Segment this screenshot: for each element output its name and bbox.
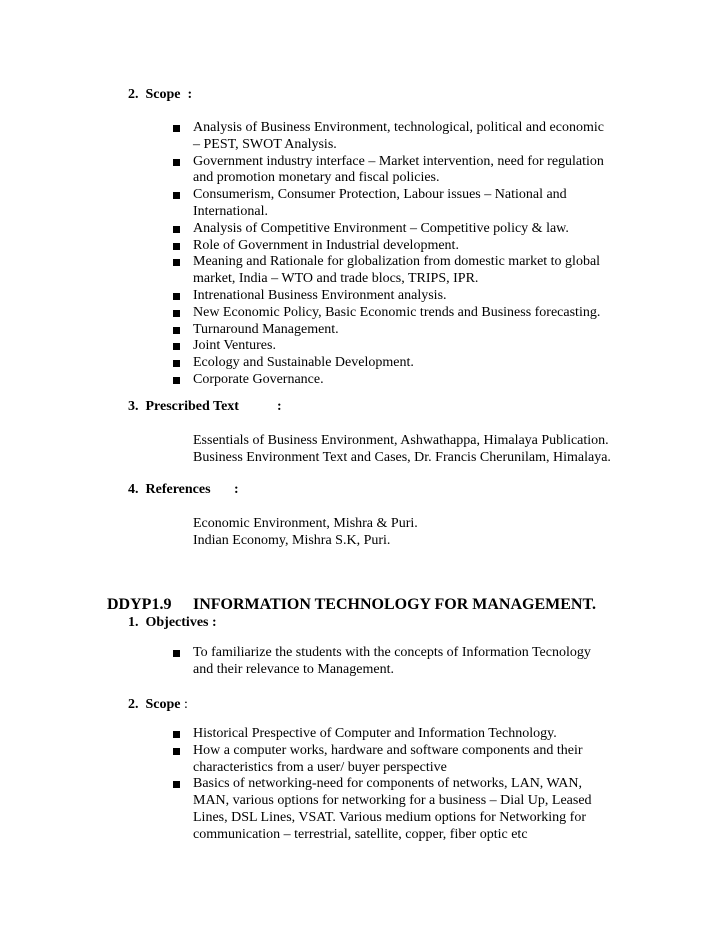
course-title: INFORMATION TECHNOLOGY FOR MANAGEMENT. xyxy=(193,596,596,613)
list-item-continuation: characteristics from a user/ buyer perspective xyxy=(193,759,447,775)
reference-line: Economic Environment, Mishra & Puri. xyxy=(193,516,418,531)
bullet-icon xyxy=(173,781,180,788)
prescribed-text-line: Business Environment Text and Cases, Dr. Francis Cherunilam, Himalaya. xyxy=(193,450,611,465)
list-item-continuation: and promotion monetary and fiscal policies. xyxy=(193,170,440,186)
scope-label: Scope xyxy=(145,87,181,102)
list-item: Meaning and Rationale for globalization from domestic market to global xyxy=(173,254,604,271)
list-item-continuation: market, India – WTO and trade blocs, TRIPS, IPR. xyxy=(193,271,479,287)
bullet-icon xyxy=(173,310,180,317)
scope-colon: : xyxy=(187,87,193,102)
objectives-heading xyxy=(128,614,217,631)
list-item-continuation: and their relevance to Management. xyxy=(193,661,394,677)
scope2-heading xyxy=(128,696,188,713)
list-item: Corporate Governance. xyxy=(173,372,604,389)
scope2-colon: : xyxy=(184,697,188,712)
bullet-icon xyxy=(173,748,180,755)
list-item: Consumerism, Consumer Protection, Labour issues – National and xyxy=(173,187,604,204)
objectives-number: 1. xyxy=(128,615,139,630)
bullet-icon xyxy=(173,159,180,166)
list-item: Role of Government in Industrial development. xyxy=(173,238,604,255)
objectives-list xyxy=(173,645,591,679)
list-item: How a computer works, hardware and software components and their xyxy=(173,743,592,760)
scope2-list xyxy=(173,726,592,844)
list-item: New Economic Policy, Basic Economic trends and Business forecasting. xyxy=(173,305,604,322)
scope-heading xyxy=(128,86,192,103)
prescribed-label: Prescribed Text xyxy=(145,399,239,414)
bullet-icon xyxy=(173,731,180,738)
bullet-icon xyxy=(173,360,180,367)
objectives-label: Objectives : xyxy=(145,615,217,630)
list-item: Intrenational Business Environment analysis. xyxy=(173,288,604,305)
bullet-icon xyxy=(173,377,180,384)
references-colon: : xyxy=(234,482,239,497)
prescribed-colon: : xyxy=(277,399,282,414)
prescribed-number: 3. xyxy=(128,399,139,414)
bullet-icon xyxy=(173,125,180,132)
references-number: 4. xyxy=(128,482,139,497)
list-item: To familiarize the students with the concepts of Information Tecnology xyxy=(173,645,591,662)
list-item-continuation: communication – terrestrial, satellite, copper, fiber optic etc xyxy=(193,826,528,842)
bullet-icon xyxy=(173,243,180,250)
list-item: Government industry interface – Market intervention, need for regulation xyxy=(173,154,604,171)
scope-list xyxy=(173,120,604,389)
list-item-continuation: – PEST, SWOT Analysis. xyxy=(193,136,337,152)
list-item: Analysis of Competitive Environment – Competitive policy & law. xyxy=(173,221,604,238)
scope2-number: 2. xyxy=(128,697,139,712)
bullet-icon xyxy=(173,226,180,233)
prescribed-text-line: Essentials of Business Environment, Ashwathappa, Himalaya Publication. xyxy=(193,433,609,448)
list-item: Historical Prespective of Computer and Information Technology. xyxy=(173,726,592,743)
course-code: DDYP1.9 xyxy=(107,596,172,613)
bullet-icon xyxy=(173,259,180,266)
bullet-icon xyxy=(173,327,180,334)
list-item-continuation: Lines, DSL Lines, VSAT. Various medium options for Networking for xyxy=(193,809,587,825)
bullet-icon xyxy=(173,650,180,657)
list-item-continuation: MAN, various options for networking for a business – Dial Up, Leased xyxy=(193,793,592,809)
bullet-icon xyxy=(173,343,180,350)
list-item: Joint Ventures. xyxy=(173,338,604,355)
references-heading xyxy=(128,481,211,498)
bullet-icon xyxy=(173,192,180,199)
list-item: Ecology and Sustainable Development. xyxy=(173,355,604,372)
scope2-label: Scope xyxy=(145,697,181,712)
list-item-continuation: International. xyxy=(193,203,269,219)
list-item: Basics of networking-need for components of networks, LAN, WAN, xyxy=(173,776,592,793)
bullet-icon xyxy=(173,293,180,300)
list-item: Turnaround Management. xyxy=(173,322,604,339)
reference-line: Indian Economy, Mishra S.K, Puri. xyxy=(193,533,391,548)
references-label: References xyxy=(145,482,211,497)
list-item: Analysis of Business Environment, technological, political and economic xyxy=(173,120,604,137)
scope-number: 2. xyxy=(128,87,139,102)
prescribed-heading xyxy=(128,398,239,415)
